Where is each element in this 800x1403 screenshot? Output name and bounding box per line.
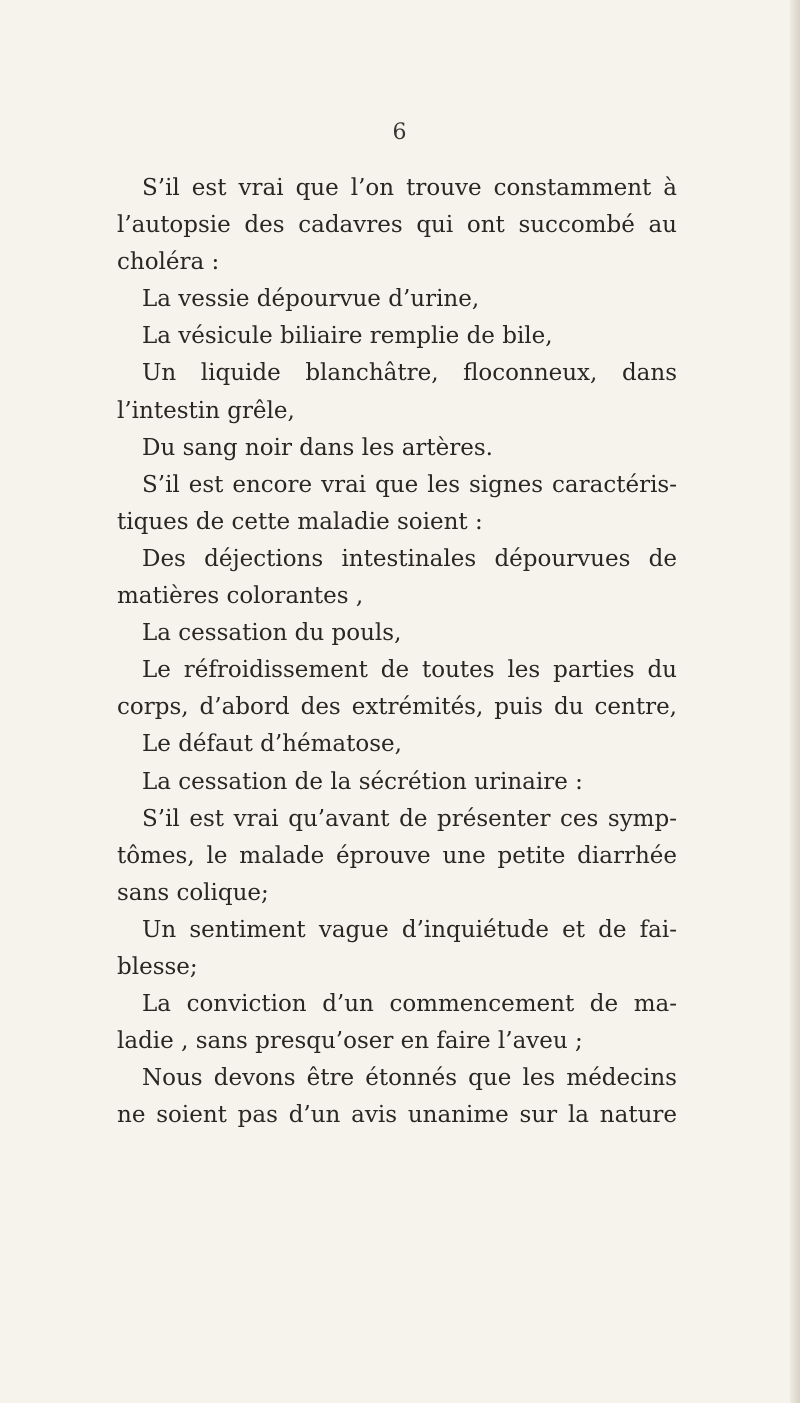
text-line: corps, d’abord des extrémités, puis du centre,: [117, 694, 677, 721]
text-line: La vessie dépourvue d’urine,: [142, 286, 480, 313]
text-line: l’intestin grêle,: [117, 397, 295, 424]
text-line: Un sentiment vague d’inquiétude et de fai-: [142, 916, 677, 943]
page-edge: [790, 0, 800, 1403]
text-line: S’il est vrai qu’avant de présenter ces symp-: [142, 805, 677, 832]
text-line: S’il est encore vrai que les signes caractéris-: [142, 471, 677, 498]
text-line: blesse;: [117, 953, 198, 980]
text-line: Nous devons être étonnés que les médecins: [142, 1065, 677, 1092]
text-line: Un liquide blanchâtre, floconneux, dans: [142, 360, 677, 387]
text-line: ne soient pas d’un avis unanime sur la nature: [117, 1102, 677, 1129]
text-line: Des déjections intestinales dépourvues de: [142, 545, 677, 572]
text-line: matières colorantes ,: [117, 583, 364, 610]
text-line: La conviction d’un commencement de ma-: [142, 991, 677, 1018]
text-line: sans colique;: [117, 879, 269, 906]
text-line: l’autopsie des cadavres qui ont succombé au: [117, 212, 677, 239]
text-line: tômes, le malade éprouve une petite diarrhée: [117, 842, 677, 869]
text-line: Du sang noir dans les artères.: [142, 434, 493, 461]
text-line: Le défaut d’hématose,: [142, 731, 402, 758]
text-line: ladie , sans presqu’oser en faire l’aveu ;: [117, 1028, 583, 1055]
text-line: La cessation du pouls,: [142, 620, 402, 647]
text-line: S’il est vrai que l’on trouve constamment à: [142, 175, 677, 201]
text-line: La vésicule biliaire remplie de bile,: [142, 323, 553, 350]
page-number: 6: [392, 120, 408, 145]
text-line: tiques de cette maladie soient :: [117, 508, 483, 535]
text-line: La cessation de la sécrétion urinaire :: [142, 768, 583, 795]
text-line: Le réfroidissement de toutes les parties du: [142, 657, 677, 684]
body-text: [117, 170, 677, 1134]
text-line: choléra :: [117, 249, 220, 276]
